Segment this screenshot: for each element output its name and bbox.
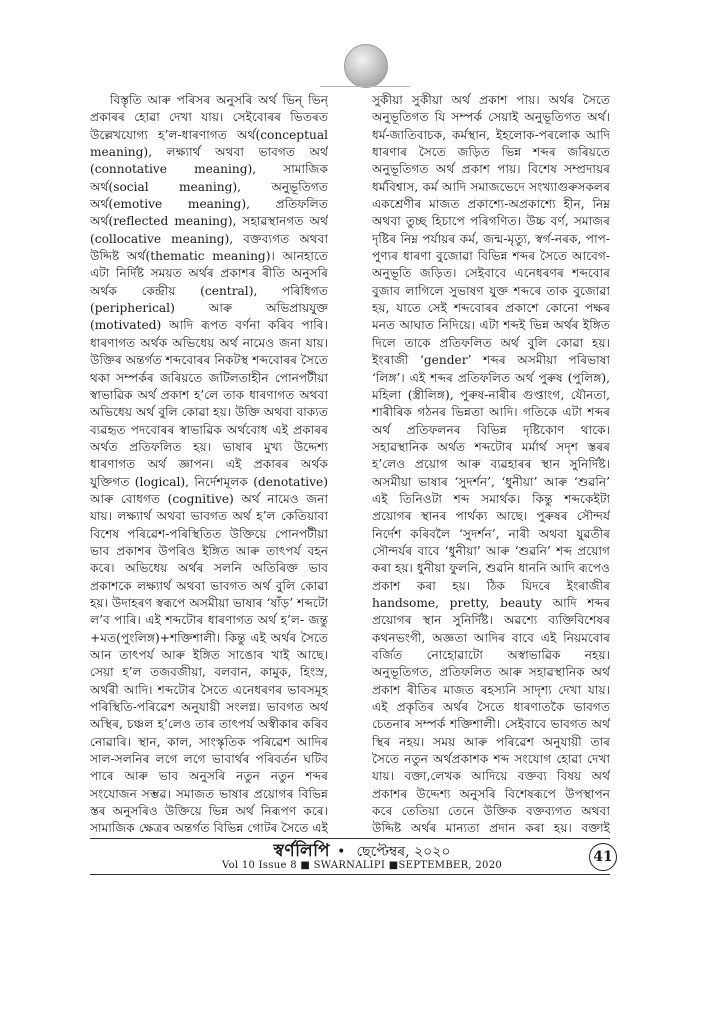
issue-date: ছেপ্টেম্বৰ, ২০২০ — [356, 844, 451, 860]
footer-rule-bottom — [90, 874, 610, 875]
page-number: 41 — [589, 843, 617, 871]
masthead-bullet: • — [337, 844, 346, 860]
emblem-rule — [320, 86, 410, 87]
issue-info: Vol 10 Issue 8 ■ SWARNALIPI ■SEPTEMBER, 2020 — [221, 860, 503, 871]
magazine-brand: স্বৰ্ণলিপি — [273, 841, 331, 861]
article-column-right — [372, 92, 610, 838]
paragraph-left: বিস্তৃতি আৰু পৰিসৰ অনুসৰি অৰ্থ ভিন্ ভিন্ প্ৰকাৰৰ হোৱা দেখা যায়। সেইবোৰৰ ভিতৰত উল্লেখযোগ্য হ’ল-ধাৰণাগত অৰ্থ(conceptual meaning), লক্ষ্যাৰ্থ অথবা ভাবগত অৰ্থ (connotative meaning), সামাজিক অৰ্থ(social meaning), অনুভূতিগত অৰ্থ(emotive meaning), প্ৰতিফলিত অৰ্থ(reflected meaning), সহাৱস্থানগত অৰ্থ (collocative meaning), বক্তব্যগত অথবা উদ্দিষ্ট অৰ্থ(thematic meaning)। আনহাতে এটা নিৰ্দিষ্ট সময়ত অৰ্থৰ প্ৰকাশৰ ৰীতি অনুসৰি অৰ্থক কেন্দ্ৰীয় (central), পৰিধিগত (peripherical) আৰু অভিপ্ৰায়যুক্ত (motivated) আদি ৰূপত বৰ্ণনা কৰিব পাৰি। ধাৰণাগত অৰ্থক অভিধেয় অৰ্থ নামেও জনা যায়। উক্তিৰ অন্তৰ্গত শব্দবোৰৰ নিকটস্থ শব্দবোৰৰ সৈতে থকা সম্পৰ্কৰ জৰিয়তে জটিলতাহীন পোনপটীয়া স্বাভাৱিক অৰ্থ প্ৰকাশ হ’লে তাক ধাৰণাগত অথবা অভিধেয় অৰ্থ বুলি কোৱা হয়। উক্তি অথবা বাক্যত ব্যৱহৃত পদবোৰৰ স্বাভাৱিক অৰ্থবোধ এই প্ৰকাৰৰ অৰ্থত প্ৰতিফলিত হয়। ভাষাৰ মুখ্য উদ্দেশ্য ধাৰণাগত অৰ্থ জ্ঞাপন। এই প্ৰকাৰৰ অৰ্থক যুক্তিগত (logical), নিৰ্দেশমূলক (denotative) আৰু বোধগত (cognitive) অৰ্থ নামেও জনা যায়। লক্ষ্যাৰ্থ অথবা ভাবগত অৰ্থ হ’ল কেতিয়াবা বিশেষ পৰিৱেশ-পৰিস্থিতিত উক্তিয়ে পোনপটীয়া ভাব প্ৰকাশৰ উপৰিও ইঙ্গিত আৰু তাৎপৰ্য বহন কৰে। অভিধেয় অৰ্থৰ সলনি অতিৰিক্ত ভাব প্ৰকাশকে লক্ষ্যাৰ্থ অথবা ভাবগত অৰ্থ বুলি কোৱা হয়। উদাহৰণ স্বৰূপে অসমীয়া ভাষাৰ ‘ষাঁড়’ শব্দটো ল’ব পাৰি। এই শব্দটোৰ ধাৰণাগত অৰ্থ হ’ল- জন্তু +মত(পুংলিঙ্গ)+শক্তিশালী। কিন্তু এই অৰ্থৰ সৈতে আন তাৎপৰ্য আৰু ইঙ্গিত সাঙোৰ খাই আছে। সেয়া হ’ল তজবজীয়া, বলবান, কামুক, হিংস্ৰ, অৰ্থৰী আদি। শব্দটোৰ সৈতে এনেধৰণৰ ভাবসমূহ পৰিস্থিতি-পৰিৱেশ অনুযায়ী সংলগ্ন। ভাবগত অৰ্থ অস্থিৰ, চঞ্চল হ’লেও তাৰ তাৎপৰ্য অস্বীকাৰ কৰিব নোৱাৰি। স্থান, কাল, সাংস্কৃতিক পৰিৱেশ আদিৰ সাল-সলনিৰ লগে লগে ভাবাৰ্থৰ পৰিবৰ্তন ঘটিব পাৰে আৰু ভাব অনুসৰি নতুন নতুন শব্দৰ সংযোজন সম্ভৱ। সমাজত ভাষাৰ প্ৰয়োগৰ বিভিন্ন স্তৰ অনুসৰিও উক্তিয়ে ভিন্ন অৰ্থ নিৰূপণ কৰে। সামাজিক ক্ষেত্ৰৰ অন্তৰ্গত বিভিন্ন গোটৰ সৈতে এই — [90, 93, 328, 836]
article-column-left — [90, 92, 328, 838]
paragraph-right: সুকীয়া সুকীয়া অৰ্থ প্ৰকাশ পায়। অৰ্থৰ সৈতে অনুভূতিগত যি সম্পৰ্ক সেয়াই অনুভূতিগত অৰ্থ। ধৰ্ম-জাতিবাচক, কৰ্মস্থান, ইহলোক-পৰলোক আদি ধাৰণাৰ সৈতে জড়িত ভিন্ন শব্দৰ জৰিয়তে অনুভূতিগত অৰ্থ প্ৰকাশ পায়। বিশেষ সম্প্ৰদায়ৰ ধৰ্মবিশ্বাস, কৰ্ম আদি সমাজভেদে সংখ্যাগুৰুসকলৰ একশ্ৰেণীৰ মাজত প্ৰকাশ্যে-অপ্ৰকাশ্যে হীন, নিম্ন অথবা তুচ্ছ হিচাপে পৰিগণিত। উচ্চ বৰ্ণ, সমাজৰ দৃষ্টিৰ নিম্ন পৰ্যায়ৰ কৰ্ম, জন্ম-মৃত্যু, স্বৰ্গ-নৰক, পাপ-পুণ্যৰ ধাৰণা বুজোৱা বিভিন্ন শব্দৰ সৈতে আবেগ-অনুভূতি জড়িত। সেইবাবে এনেধৰণৰ শব্দবোৰ বুজাব লাগিলে সুভাষণ যুক্ত শব্দৰে তাক বুজোৱা হয়, যাতে সেই শব্দবোৰৰ প্ৰকাশে কোনো পক্ষৰ মনত আঘাত নিদিয়ে। এটা শব্দই ভিন্ন অৰ্থৰ ইঙ্গিত দিলে তাকে প্ৰতিফলিত অৰ্থ বুলি কোৱা হয়। ইংৰাজী ‘gender’ শব্দৰ অসমীয়া পৰিভাষা ‘লিঙ্গ’। এই শব্দৰ প্ৰতিফলিত অৰ্থ পুৰুষ (পুলিঙ্গ), মহিলা (স্ত্ৰীলিঙ্গ), পুৰুষ-নাৰীৰ গুপ্তাংগ, যৌনতা, শাৰীৰিক গঠনৰ ভিন্নতা আদি। গতিকে এটা শব্দৰ অৰ্থ প্ৰতিফলনৰ বিভিন্ন দৃষ্টিকোণ থাকে। সহাৱস্থানিক অৰ্থত শব্দটোৰ মৰ্মাৰ্থ সদৃশ স্তৰৰ হ’লেও প্ৰয়োগ আৰু ব্যৱহাৰৰ স্থান সুনিৰ্দিষ্ট। অসমীয়া ভাষাৰ ‘সুদৰ্শন’, ‘ধুনীয়া’ আৰু ‘শুৱনি’ এই তিনিওটা শব্দ সমাৰ্থক। কিন্তু শব্দকেইটা প্ৰয়োগৰ স্থানৰ পাৰ্থক্য আছে। পুৰুষৰ সৌন্দৰ্য নিৰ্দেশ কৰিবলৈ ‘সুদৰ্শন’, নাৰী অথবা যুৱতীৰ সৌন্দৰ্যৰ বাবে ‘ধুনীয়া’ আৰু ‘শুৱনি’ শব্দ প্ৰয়োগ কৰা হয়। ধুনীয়া ফুলনি, শুৱনি ধাননি আদি ৰূপেও প্ৰকাশ কৰা হয়। ঠিক যিদৰে ইংৰাজীৰ handsome, pretty, beauty আদি শব্দৰ প্ৰয়োগৰ স্থান সুনিৰ্দিষ্ট। অৱশ্যে ব্যক্তিবিশেষৰ কথনভংগী, অজ্ঞতা আদিৰ বাবে এই নিয়মবোৰ বৰ্জিত নোহোৱাটো অস্বাভাৱিক নহয়। অনুভূতিগত, প্ৰতিফলিত আৰু সহাৱস্থানিক অৰ্থ প্ৰকাশ ৰীতিৰ মাজত ৰহস্যনি সাদৃশ্য দেখা যায়। এই প্ৰকৃতিৰ অৰ্থৰ সৈতে ধাৰণাতকৈ ভাবগত চেতনাৰ সম্পৰ্ক শক্তিশালী। সেইবাবে ভাবগত অৰ্থ স্থিৰ নহয়। সময় আৰু পৰিৱেশ অনুযায়ী তাৰ সৈতে নতুন অৰ্থপ্ৰকাশক শব্দ সংযোগ হোৱা দেখা যায়। বক্তা,লেখক আদিয়ে বক্তব্য বিষয় অৰ্থ প্ৰকাশৰ উদ্দেশ্য অনুসৰি বিশেষৰূপে উপস্থাপন কৰে তেতিয়া তেনে উক্তিক বক্তব্যগত অথবা উদ্দিষ্ট অৰ্থৰ মান্যতা প্ৰদান কৰা হয়। বক্তাই — [372, 93, 610, 836]
masthead-emblem-icon — [344, 44, 388, 88]
